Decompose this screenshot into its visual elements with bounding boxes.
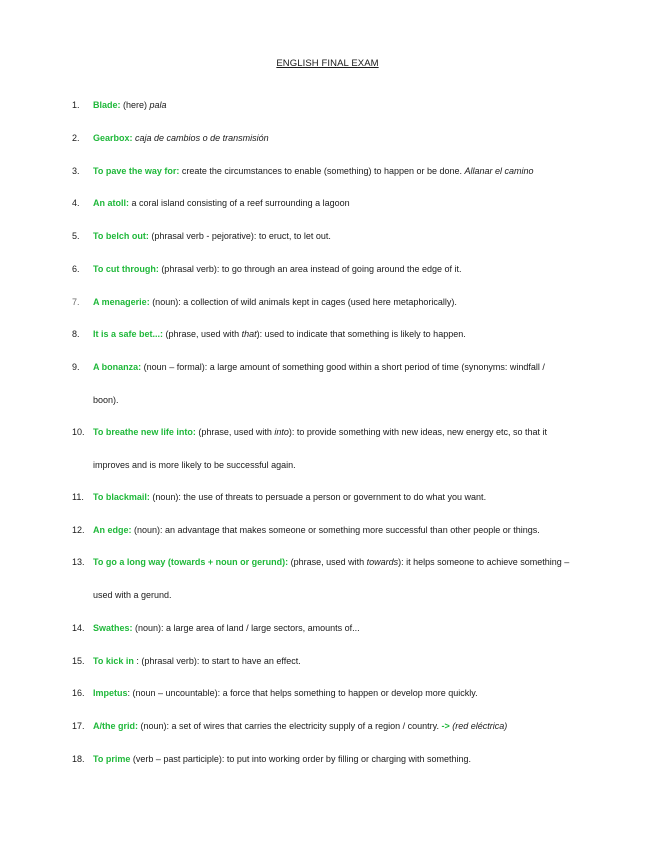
item-italic: towards <box>366 557 399 567</box>
glossary-item-9 <box>72 351 607 417</box>
arrow-icon: -> <box>441 721 450 731</box>
item-text: (phrase, used with <box>288 557 367 567</box>
item-text: (noun): an advantage that makes someone or something more successful than other people or things. <box>131 525 540 535</box>
item-text: : (phrasal verb): to start to have an effect. <box>133 656 301 666</box>
glossary-item-6 <box>72 253 607 286</box>
glossary-item-7 <box>72 286 607 319</box>
item-continuation: boon). <box>93 395 119 405</box>
item-term: To kick in <box>93 656 134 666</box>
glossary-item-11 <box>72 481 607 514</box>
item-number: 10. <box>72 427 85 437</box>
glossary-item-14 <box>72 612 607 645</box>
item-italic: pala <box>149 100 167 110</box>
item-term: To breathe new life into: <box>93 427 196 437</box>
item-text-tail: ): it helps someone to achieve something – <box>398 557 570 567</box>
item-text: (phrasal verb): to go through an area instead of going around the edge of it. <box>158 264 462 274</box>
item-term: A bonanza: <box>93 362 142 372</box>
item-term: To cut through: <box>93 264 159 274</box>
item-continuation: improves and is more likely to be successful again. <box>93 460 296 470</box>
item-number: 3. <box>72 166 80 176</box>
item-text: (noun – formal): a large amount of something good within a short period of time (synonyms: windfall / <box>141 362 545 372</box>
item-text: a coral island consisting of a reef surrounding a lagoon <box>129 198 350 208</box>
item-term: To belch out: <box>93 231 149 241</box>
glossary-item-12 <box>72 514 607 547</box>
item-text-tail: ): to provide something with new ideas, new energy etc, so that it <box>288 427 548 437</box>
item-continuation: used with a gerund. <box>93 590 172 600</box>
item-text-tail: ): used to indicate that something is likely to happen. <box>256 329 466 339</box>
item-term: To go a long way (towards + noun or gerund): <box>93 557 289 567</box>
item-number: 17. <box>72 721 85 731</box>
item-number: 15. <box>72 656 85 666</box>
glossary-item-4 <box>72 187 607 220</box>
item-text: (phrasal verb - pejorative): to eruct, to let out. <box>148 231 331 241</box>
item-text: (phrase, used with <box>195 427 275 437</box>
item-term: To pave the way for: <box>93 166 180 176</box>
item-number: 16. <box>72 688 85 698</box>
item-text: (noun): a set of wires that carries the electricity supply of a region / country. <box>138 721 442 731</box>
item-italic: caja de cambios o de transmisión <box>135 133 269 143</box>
glossary-item-1 <box>72 89 607 122</box>
item-term: A menagerie: <box>93 297 150 307</box>
item-number: 18. <box>72 754 85 764</box>
item-text: (here) <box>120 100 150 110</box>
item-text: (noun): a large area of land / large sectors, amounts of... <box>132 623 360 633</box>
item-term: Impetus <box>93 688 128 698</box>
item-number: 5. <box>72 231 80 241</box>
item-italic: that <box>241 329 257 339</box>
item-number: 1. <box>72 100 80 110</box>
item-text: create the circumstances to enable (something) to happen or be done. <box>179 166 465 176</box>
glossary-item-13 <box>72 546 607 612</box>
glossary-item-8 <box>72 318 607 351</box>
item-number: 8. <box>72 329 80 339</box>
item-term: Blade: <box>93 100 121 110</box>
glossary-item-15 <box>72 645 607 678</box>
item-text: (verb – past participle): to put into working order by filling or charging with something. <box>130 754 472 764</box>
item-number: 7. <box>72 297 80 307</box>
item-term: Gearbox: <box>93 133 133 143</box>
item-number: 4. <box>72 198 80 208</box>
glossary-item-3 <box>72 155 607 188</box>
glossary-item-2 <box>72 122 607 155</box>
glossary-item-18 <box>72 743 607 776</box>
item-term: Swathes: <box>93 623 133 633</box>
item-term: A/the grid: <box>93 721 138 731</box>
item-term: To blackmail: <box>93 492 150 502</box>
glossary-item-17 <box>72 710 607 743</box>
item-number: 2. <box>72 133 80 143</box>
glossary-item-5 <box>72 220 607 253</box>
item-term: It is a safe bet...: <box>93 329 164 339</box>
glossary-item-10 <box>72 416 607 482</box>
item-italic: (red eléctrica) <box>449 721 508 731</box>
item-number: 11. <box>72 492 84 502</box>
item-text: (noun): the use of threats to persuade a person or government to do what you want. <box>149 492 487 502</box>
item-number: 12. <box>72 525 85 535</box>
item-number: 13. <box>72 557 85 567</box>
item-term: To prime <box>93 754 131 764</box>
item-number: 6. <box>72 264 80 274</box>
item-number: 14. <box>72 623 85 633</box>
item-text: (phrase, used with <box>163 329 242 339</box>
item-text: (noun): a collection of wild animals kept in cages (used here metaphorically). <box>149 297 457 307</box>
item-text: : (noun – uncountable): a force that helps something to happen or develop more quickly. <box>127 688 478 698</box>
item-term: An atoll: <box>93 198 129 208</box>
item-term: An edge: <box>93 525 132 535</box>
page-title: ENGLISH FINAL EXAM <box>276 58 379 69</box>
item-italic: into <box>274 427 289 437</box>
glossary-item-16 <box>72 677 607 710</box>
item-number: 9. <box>72 362 80 372</box>
item-italic: Allanar el camino <box>464 166 534 176</box>
